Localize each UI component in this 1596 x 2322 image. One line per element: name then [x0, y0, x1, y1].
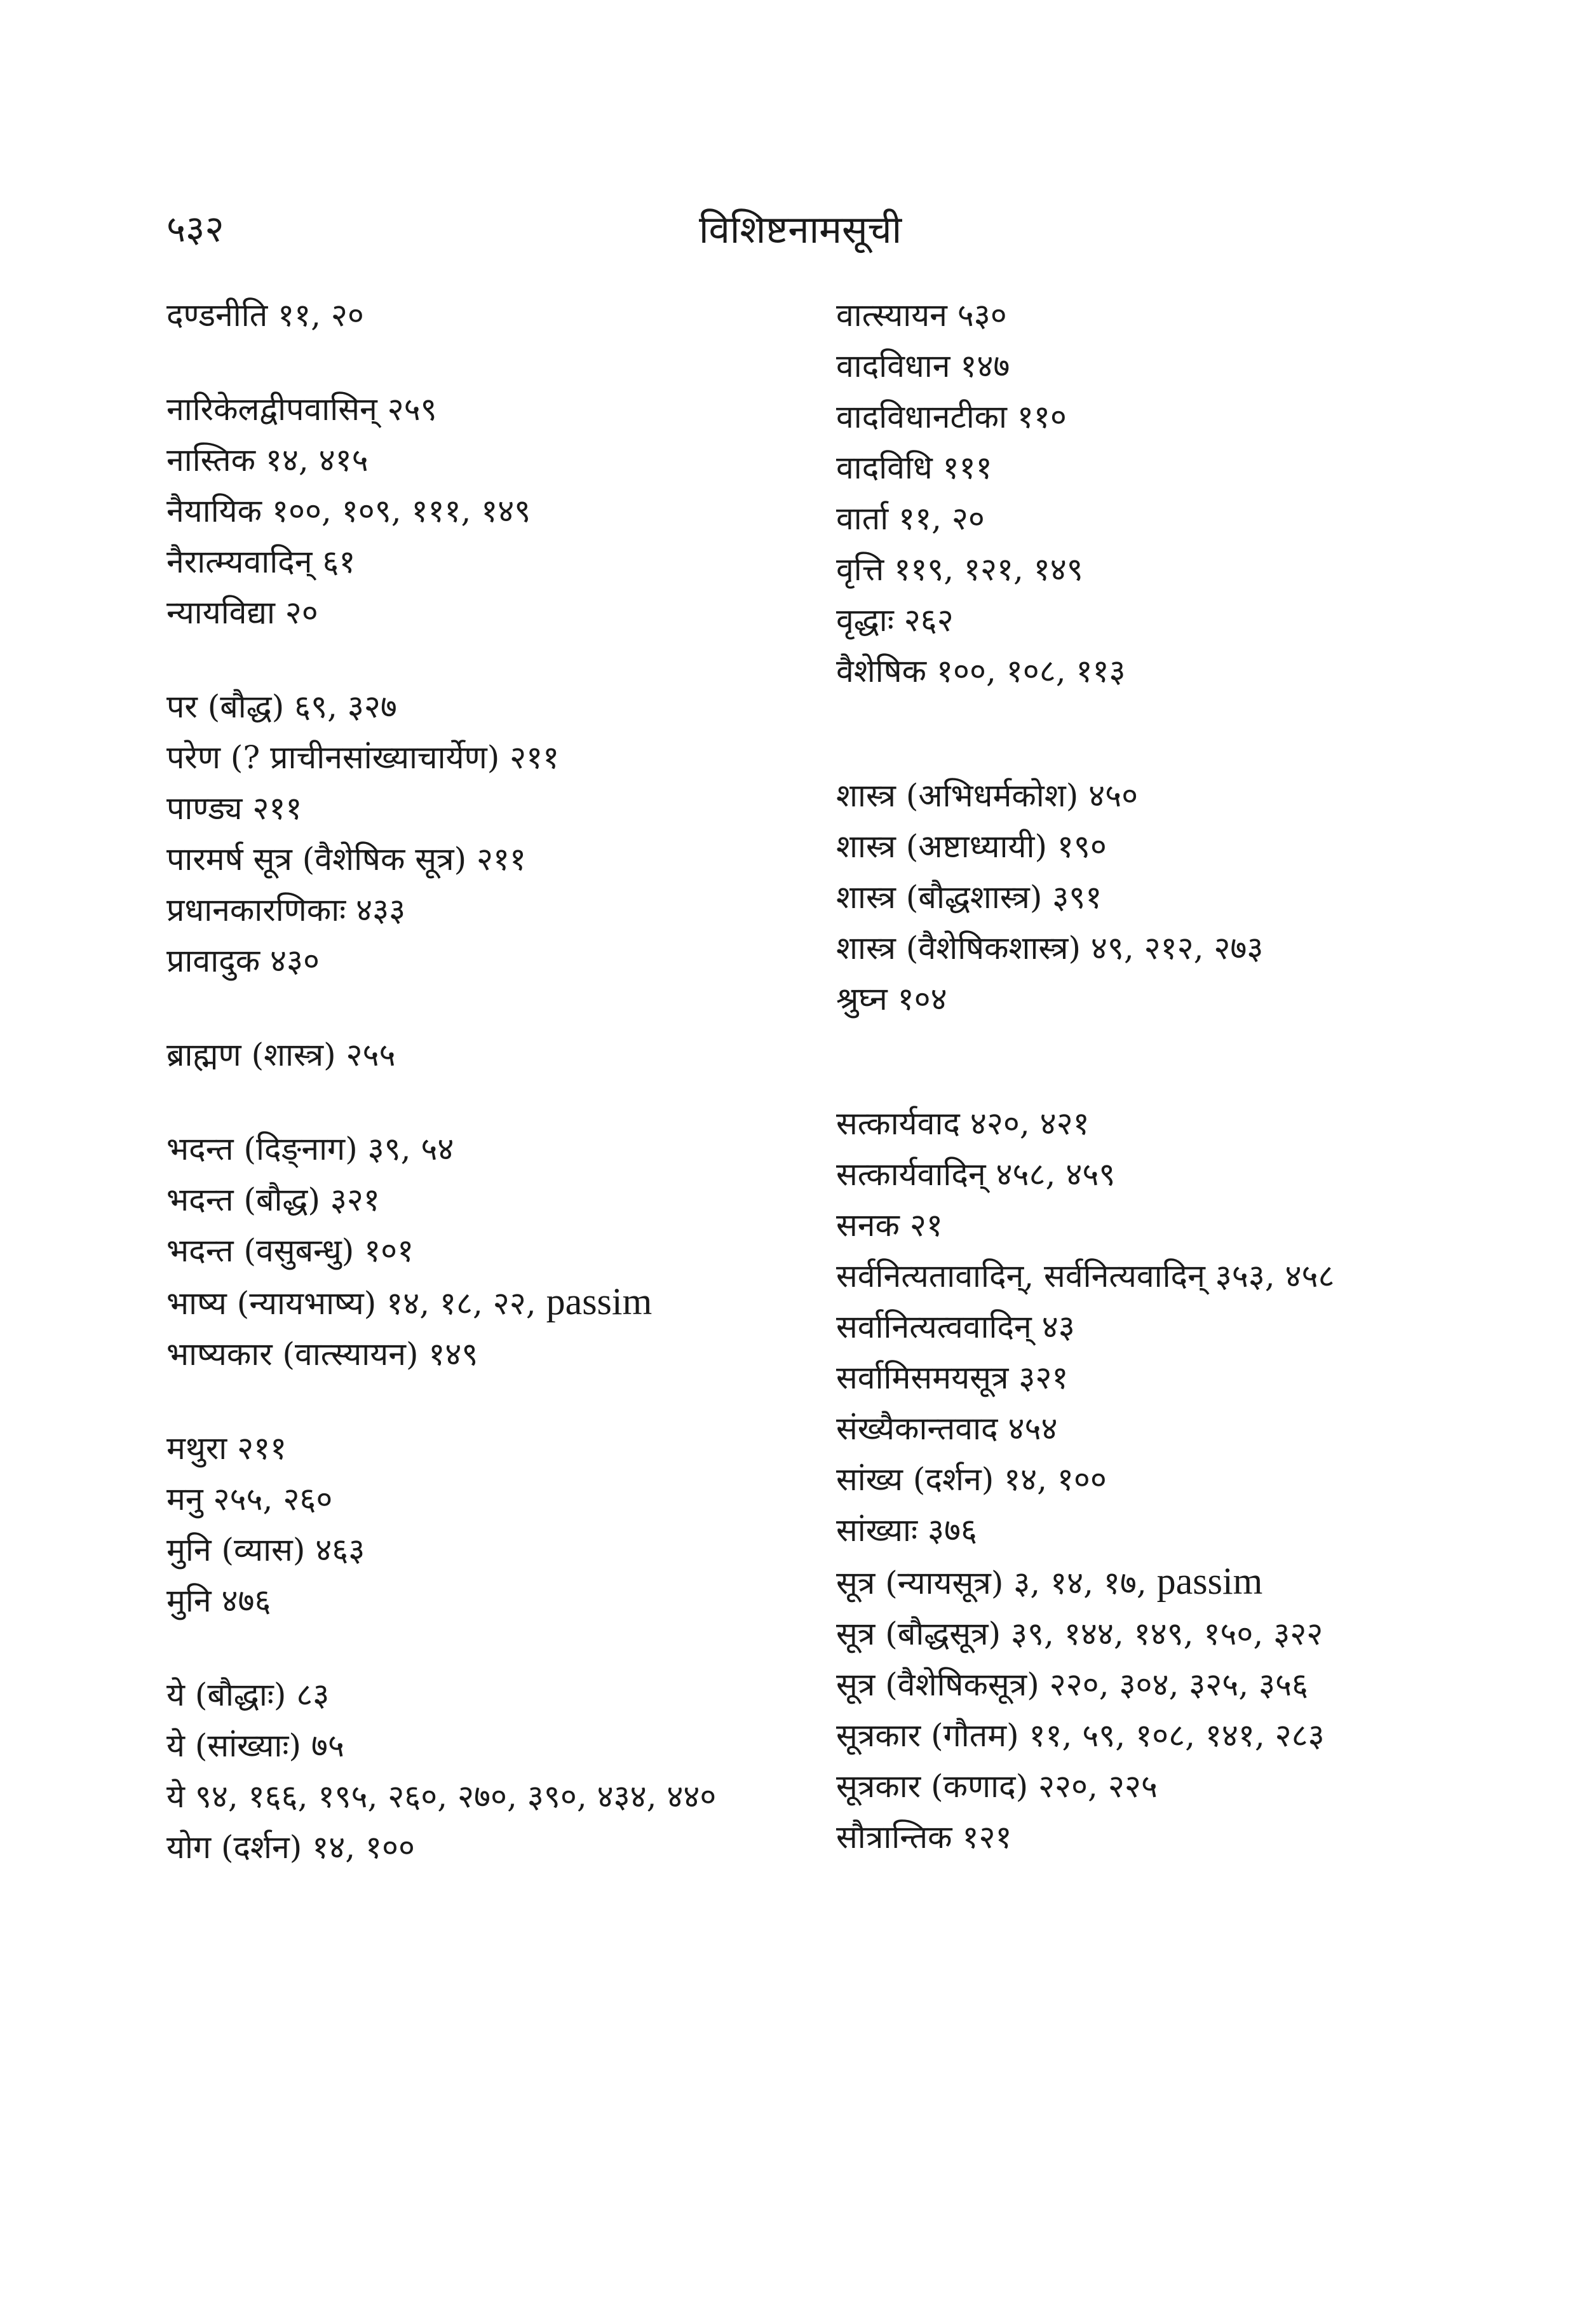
- index-entry: मुनि ४७६: [166, 1582, 271, 1619]
- index-entry: पारमर्ष सूत्र (वैशेषिक सूत्र) २११: [166, 841, 527, 878]
- index-group: [166, 1423, 802, 1626]
- index-entry: सर्वामिसमयसूत्र ३२१: [836, 1359, 1069, 1396]
- index-entry: शास्त्र (बौद्धशास्त्र) ३९१: [836, 879, 1102, 916]
- index-group: [836, 290, 1560, 696]
- index-entry: मनु २५५, २६०: [166, 1481, 333, 1517]
- passim-label: passim: [1156, 1560, 1263, 1602]
- index-entry: वार्ता ११, २०: [836, 500, 985, 537]
- index-entry: नैयायिक १००, १०९, १११, १४९: [166, 492, 531, 529]
- index-entry: वादविधान १४७: [836, 348, 1010, 384]
- index-entry: नास्तिक १४, ४१५: [166, 442, 369, 479]
- index-entry: श्रुघ्न १०४: [836, 981, 947, 1017]
- index-group: [166, 290, 802, 341]
- index-entry: भदन्त (दिङ्नाग) ३९, ५४: [166, 1130, 454, 1167]
- index-entry: सांख्याः ३७६: [836, 1512, 977, 1549]
- index-entry: प्रावादुक ४३०: [166, 942, 320, 979]
- index-entry: सौत्रान्तिक १२१: [836, 1819, 1012, 1856]
- index-entry: भाष्य (न्यायभाष्य) १४, १८, २२, passim: [166, 1280, 653, 1322]
- index-entry: शास्त्र (अष्टाध्यायी) १९०: [836, 828, 1107, 865]
- index-entry: ये ९४, १६६, १९५, २६०, २७०, ३९०, ४३४, ४४०: [166, 1778, 717, 1815]
- index-entry: ये (सांख्याः) ७५: [166, 1727, 344, 1764]
- index-entry: भदन्त (बौद्ध) ३२१: [166, 1181, 380, 1218]
- index-entry: प्रधानकारणिकाः ४३३: [166, 892, 406, 928]
- index-entry: दण्डनीति ११, २०: [166, 297, 364, 334]
- index-entry: मथुरा २११: [166, 1430, 287, 1467]
- running-head-title: विशिष्टनामसूची: [699, 208, 902, 252]
- index-group: [166, 1029, 802, 1080]
- index-entry: वादविधि १११: [836, 449, 992, 486]
- index-entry: सत्कार्यवादिन् ४५८, ४५९: [836, 1156, 1116, 1193]
- index-entry: सत्कार्यवाद ४२०, ४२१: [836, 1105, 1090, 1142]
- index-entry: संख्यैकान्तवाद ४५४: [836, 1410, 1058, 1447]
- index-entry: सांख्य (दर्शन) १४, १००: [836, 1461, 1107, 1498]
- index-entry: सूत्रकार (कणाद) २२०, २२५: [836, 1768, 1158, 1805]
- page-number: ५३२: [166, 207, 224, 250]
- index-entry: पाण्ड्य २११: [166, 790, 302, 827]
- index-entry: सूत्र (बौद्धसूत्र) ३९, १४४, १४९, १५०, ३२२: [836, 1615, 1323, 1652]
- index-group: [836, 770, 1560, 1024]
- index-entry: वात्स्यायन ५३०: [836, 297, 1007, 334]
- index-entry: वैशेषिक १००, १०८, ११३: [836, 653, 1126, 689]
- index-entry: योग (दर्शन) १४, १००: [166, 1829, 415, 1866]
- index-column-left: [166, 290, 802, 1916]
- index-entry: वृद्धाः २६२: [836, 602, 954, 639]
- index-entry: मुनि (व्यास) ४६३: [166, 1531, 365, 1568]
- index-entry: सर्वनित्यतावादिन्, सर्वनित्यवादिन् ३५३, ४५८: [836, 1258, 1335, 1294]
- index-entry: परेण (? प्राचीनसांख्याचार्येण) २११: [166, 739, 560, 776]
- index-entry: वृत्ति ११९, १२१, १४९: [836, 551, 1083, 588]
- index-entry: ब्राह्मण (शास्त्र) २५५: [166, 1036, 396, 1073]
- index-entry: सूत्रकार (गौतम) ११, ५९, १०८, १४१, २८३: [836, 1717, 1325, 1754]
- index-entry: पर (बौद्ध) ६९, ३२७: [166, 688, 397, 725]
- index-entry: नारिकेलद्वीपवासिन् २५९: [166, 391, 437, 428]
- index-column-right: [836, 290, 1560, 1906]
- index-entry: भदन्त (वसुबन्धु) १०१: [166, 1232, 414, 1269]
- index-group: [166, 384, 802, 638]
- index-entry: शास्त्र (वैशेषिकशास्त्र) ४९, २१२, २७३: [836, 930, 1264, 967]
- index-entry: सनक २१: [836, 1207, 943, 1244]
- index-group: [166, 1669, 802, 1873]
- index-group: [166, 1124, 802, 1380]
- index-entry: सूत्र (न्यायसूत्र) ३, १४, १७, passim: [836, 1560, 1263, 1602]
- index-entry: सर्वानित्यत्ववादिन् ४३: [836, 1308, 1075, 1345]
- index-group: [836, 1098, 1560, 1863]
- index-entry: नैरात्म्यवादिन् ६१: [166, 543, 356, 580]
- index-entry: ये (बौद्धाः) ८३: [166, 1676, 330, 1713]
- index-entry: सूत्र (वैशेषिकसूत्र) २२०, ३०४, ३२५, ३५६: [836, 1666, 1309, 1703]
- passim-label: passim: [546, 1280, 653, 1322]
- index-entry: भाष्यकार (वात्स्यायन) १४९: [166, 1336, 478, 1373]
- index-entry: वादविधानटीका ११०: [836, 398, 1067, 435]
- index-entry: न्यायविद्या २०: [166, 594, 318, 631]
- index-entry: शास्त्र (अभिधर्मकोश) ४५०: [836, 777, 1139, 814]
- index-group: [166, 681, 802, 986]
